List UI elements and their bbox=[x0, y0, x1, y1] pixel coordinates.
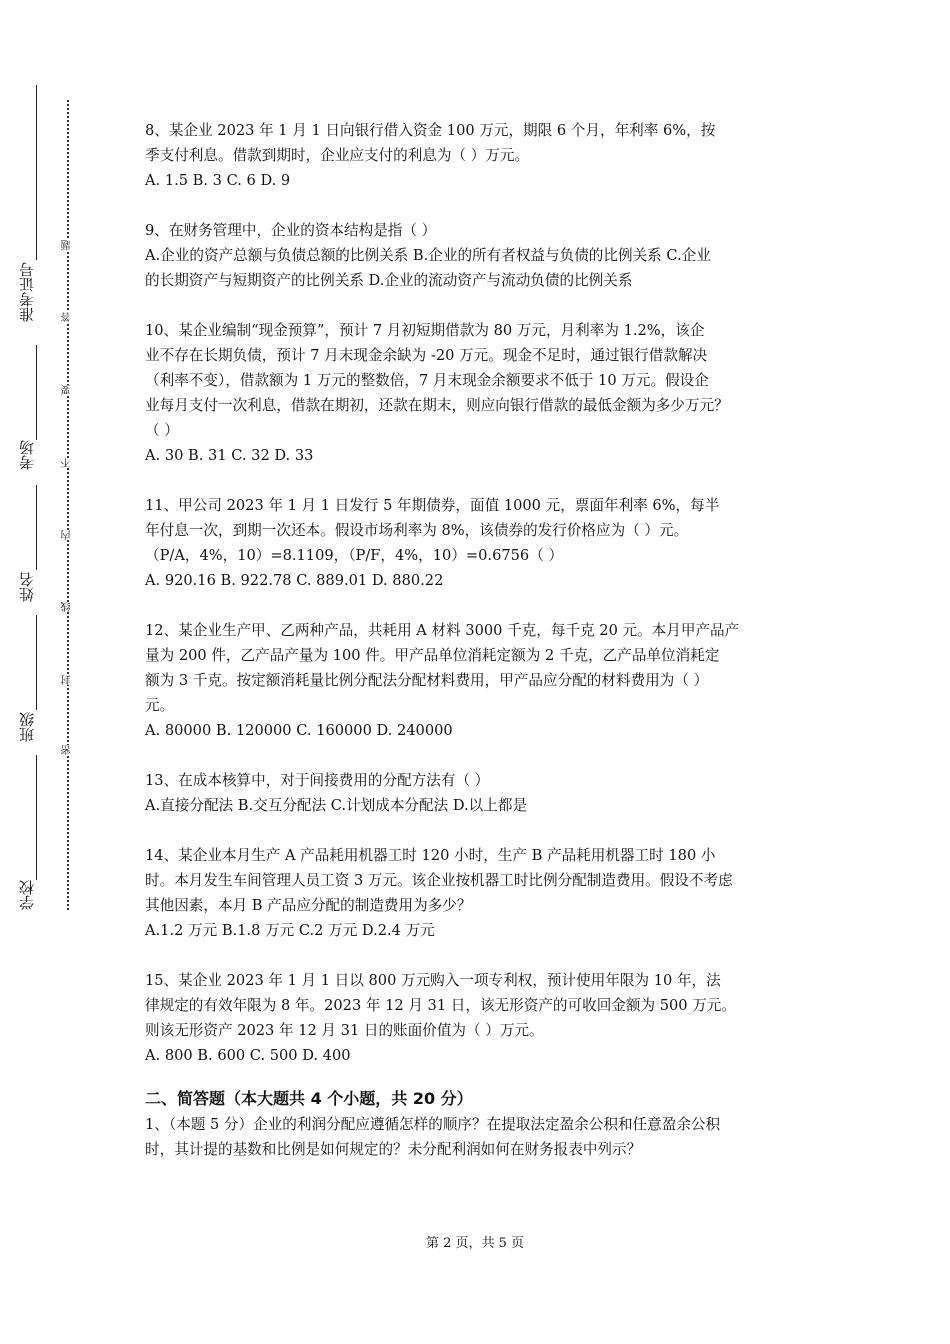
seal-char: 不 bbox=[60, 458, 76, 468]
seal-char: 封 bbox=[60, 675, 76, 685]
field-name-label: 姓名 bbox=[18, 572, 36, 602]
seal-char: 密 bbox=[60, 745, 76, 755]
question-options: A. 80000 B. 120000 C. 160000 D. 240000 bbox=[145, 722, 453, 739]
question-9: 9、在财务管理中，企业的资本结构是指（ ） A.企业的资产总额与负债总额的比例关系 B.企业的所有者权益与负债的比例关系 C.企业 的长期资产与短期资产的比例关系 D.企业的流动资产与流动负债的比例关系 bbox=[145, 222, 711, 289]
question-13: 13、在成本核算中，对于间接费用的分配方法有（ ） A.直接分配法 B.交互分配法 C.计划成本分配法 D.以上都是 bbox=[145, 768, 815, 818]
seal-char: 答 bbox=[60, 312, 76, 322]
field-exam-number-label: 准考证号 bbox=[18, 262, 36, 322]
seal-dotted-line bbox=[67, 100, 69, 910]
question-8: 8、某企业 2023 年 1 月 1 日向银行借入资金 100 万元，期限 6 个月，年利率 6%，按 季支付利息。借款到期时，企业应支付的利息为（ ）万元。 A. 1.5 B. 3 C. 6 D. 9 bbox=[145, 118, 815, 193]
question-15: 15、某企业 2023 年 1 月 1 日以 800 万元购入一项专利权，预计使用年限为 10 年，法 律规定的有效年限为 8 年。2023 年 12 月 31 日，该无形资产的可收回金额为 500 万元。 则该无形资产 2023 年 12 月 31 日的账面价值为（ ）万元。 A. 800 B. 600 C. 500 D. 400 bbox=[145, 968, 815, 1068]
question-12: 12、某企业生产甲、乙两种产品，共耗用 A 材料 3000 千克，每千克 20 元。本月甲产品产 量为 200 件，乙产品产量为 100 件。甲产品单位消耗定额为 2 千克，乙产品单位消耗定 额为 3 千克。按定额消耗量比例分配法分配材料费用，甲产品应分配的材料费用为（ ） 元。 A. 80000 B. 120000 C. 160000 D. 240000 bbox=[145, 618, 815, 743]
field-class-label: 班级 bbox=[18, 712, 36, 742]
exam-content bbox=[145, 118, 815, 1162]
question-11: 11、甲公司 2023 年 1 月 1 日发行 5 年期债券，面值 1000 元，票面年利率 6%，每半 年付息一次，到期一次还本。假设市场利率为 8%，该债券的发行价格应为（ ）元。 （P/A，4%，10）=8.1109，（P/F，4%，10）=0.6756（ ） A. 920.16 B. 922.78 C. 889.01 D. 880.22 bbox=[145, 493, 815, 593]
page-footer: 第 2 页，共 5 页 bbox=[425, 1236, 525, 1251]
short-answer-question-1: 1、（本题 5 分）企业的利润分配应遵循怎样的顺序？在提取法定盈余公积和任意盈余公积 时，其计提的基数和比例是如何规定的？未分配利润如何在财务报表中列示？ bbox=[145, 1116, 721, 1158]
question-options: A. 1.5 B. 3 C. 6 D. 9 bbox=[145, 172, 291, 189]
question-10: 10、某企业编制“现金预算”，预计 7 月初短期借款为 80 万元，月利率为 1.2%，该企 业不存在长期负债，预计 7 月末现金余缺为 -20 万元。现金不足时，通过银行借款解决 （利率不变），借款额为 1 万元的整数倍，7 月末现金余额要求不低于 10 万元。假设企 业每月支付一次利息，借款在期初，还款在期末，则应向银行借款的最低金额为多少万元？ （ ） A. 30 B. 31 C. 32 D. 33 bbox=[145, 318, 815, 468]
question-options: A. 800 B. 600 C. 500 D. 400 bbox=[145, 1047, 351, 1064]
seal-char: 内 bbox=[60, 530, 76, 540]
field-exam-room-label: 考场 bbox=[18, 440, 36, 470]
question-14: 14、某企业本月生产 A 产品耗用机器工时 120 小时，生产 B 产品耗用机器工时 180 小 时。本月发生车间管理人员工资 3 万元。该企业按机器工时比例分配制造费用。假设不考虑 其他因素，本月 B 产品应分配的制造费用为多少？ A.1.2 万元 B.1.8 万元 C.2 万元 D.2.4 万元 bbox=[145, 843, 815, 943]
question-options: A.直接分配法 B.交互分配法 C.计划成本分配法 D.以上都是 bbox=[145, 797, 528, 814]
seal-char: 题 bbox=[60, 240, 76, 250]
question-options: A. 30 B. 31 C. 32 D. 33 bbox=[145, 447, 314, 464]
field-school-label: 学校 bbox=[18, 880, 36, 910]
seal-char: 要 bbox=[60, 385, 76, 395]
binding-margin bbox=[0, 0, 120, 1344]
question-options: A. 920.16 B. 922.78 C. 889.01 D. 880.22 bbox=[145, 572, 444, 589]
section-heading: 二、简答题（本大题共 4 个小题，共 20 分） bbox=[145, 1089, 473, 1108]
seal-char: 线 bbox=[60, 602, 76, 612]
question-options: A.1.2 万元 B.1.8 万元 C.2 万元 D.2.4 万元 bbox=[145, 922, 435, 939]
